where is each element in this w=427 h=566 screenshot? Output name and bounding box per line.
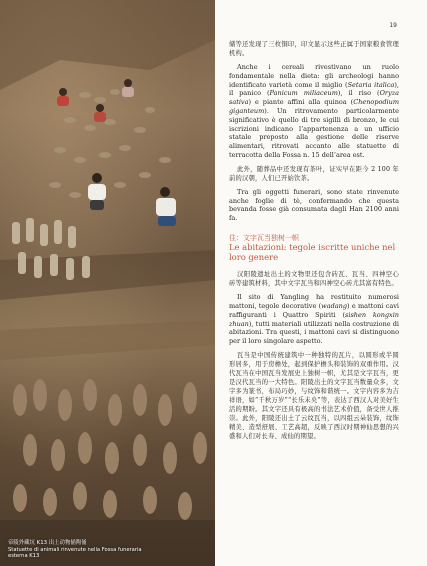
paragraph-it-3 (229, 293, 399, 346)
photo-caption-zh: 帝陵外藏坑 K13 出土动物俑陶俑 (8, 540, 87, 547)
section-heading (229, 233, 399, 262)
photo-caption-it-line2: esterna K13 (8, 553, 40, 560)
text-column (229, 40, 399, 446)
paragraph-it-1-text-d: ) e piante affini alla quinoa ( (248, 98, 354, 107)
section-heading-zh: 住：文字瓦当独树一帜 (229, 233, 299, 242)
species-setaria: Setaria italica (347, 80, 395, 89)
paragraph-it-2: Tra gli oggetti funerari, sono state rinvenute anche foglie di tè, confermando che questa bevanda fosse già consumata dagli Han 2100 anni fa. (229, 187, 399, 223)
paragraph-it-1-text-a: Anche i cereali rivestivano un ruolo fondamentale nella dieta: gli archeologi hanno identificato varietà come il miglio ( (229, 63, 399, 89)
paragraph-it-1 (229, 63, 399, 160)
term-sishen-kongxin-zhuan: sishen kongxin zhuan (229, 310, 399, 328)
species-oryza: Oryza sativa (229, 89, 400, 107)
paragraph-zh-1: 储等还发现了三枚铜印，印文显示这些正属于国家粮食管理机构。 (229, 41, 399, 57)
paragraph-it-3-text-b: ) e mattoni cavi raffiguranti i Quattro Spiriti ( (229, 301, 399, 319)
paragraph-it-1-text-e: ). Un ritrovamento particolarmente significativo è quello di tre sigilli di bronzo, le cui iscrizioni indicano l’appartenenza a un ufficio statale preposto alla gestione delle riserve alimentari, ritrovati accanto alle statuette di terracotta della Fossa n. 15 dell’area est. (229, 106, 399, 159)
species-panicum: Panicum miliaceum (269, 89, 338, 98)
paragraph-zh-2: 此外，随葬品中还发现有茶叶，证实早在距今 2 100 年前的汉朝，人们已开始饮茶。 (229, 165, 399, 182)
paragraph-zh-3: 汉阳陵遗址出土的文物里还包含砖瓦、瓦当、四神空心砖等建筑材料，其中文字瓦当和四神空心砖尤其富有特色。 (229, 271, 399, 288)
paragraph-zh-4: 瓦当是中国传统建筑中一种独特的瓦片，以圆形或半圆形居多，用于房檐处，起到保护檐头和装饰的双重作用。汉代瓦当在中国瓦当发展史上独树一帜，尤其是文字瓦当，更是汉代瓦当的一大特色。阳陵出土的文字瓦当数量众多，文字多为篆书，布局巧妙，与纹饰和谐统一。文字内容多为吉祥语，如“千秋万岁”“长乐未央”等，表达了西汉人对美好生活的期盼。其文字还具有极高的书法艺术价值，备受世人推崇。此外，阳陵还出土了云纹瓦当，以四组云朵装饰，纹饰精美、造型舒展、工艺高超，反映了西汉时期神仙思想的兴盛和人们对长寿、成仙的期望。 (229, 351, 399, 440)
paragraph-it-1-text-b: ), il panico ( (229, 80, 399, 98)
page-number: 19 (389, 22, 397, 29)
term-wadang: wadang (321, 301, 347, 310)
section-heading-it: Le abitazioni: tegole iscritte uniche nel loro genere (229, 241, 396, 262)
paragraph-it-1-text-c: ), il riso ( (337, 89, 380, 98)
paragraph-it-3-text-a: Il sito di Yangling ha restituito numerosi mattoni, tegole decorative ( (229, 293, 399, 310)
photo-caption (8, 540, 208, 560)
paragraph-it-3-text-c: ), tutti materiali utilizzati nella costruzione di abitazioni. Tra questi, i mattoni cavi si distinguono per il loro singolare aspetto. (229, 319, 399, 346)
photo-caption-it-line1: Statuette di animali rinvenute nella Fossa funeraria (8, 546, 142, 553)
species-chenopodium: Chenopodium giganteum (229, 98, 399, 115)
